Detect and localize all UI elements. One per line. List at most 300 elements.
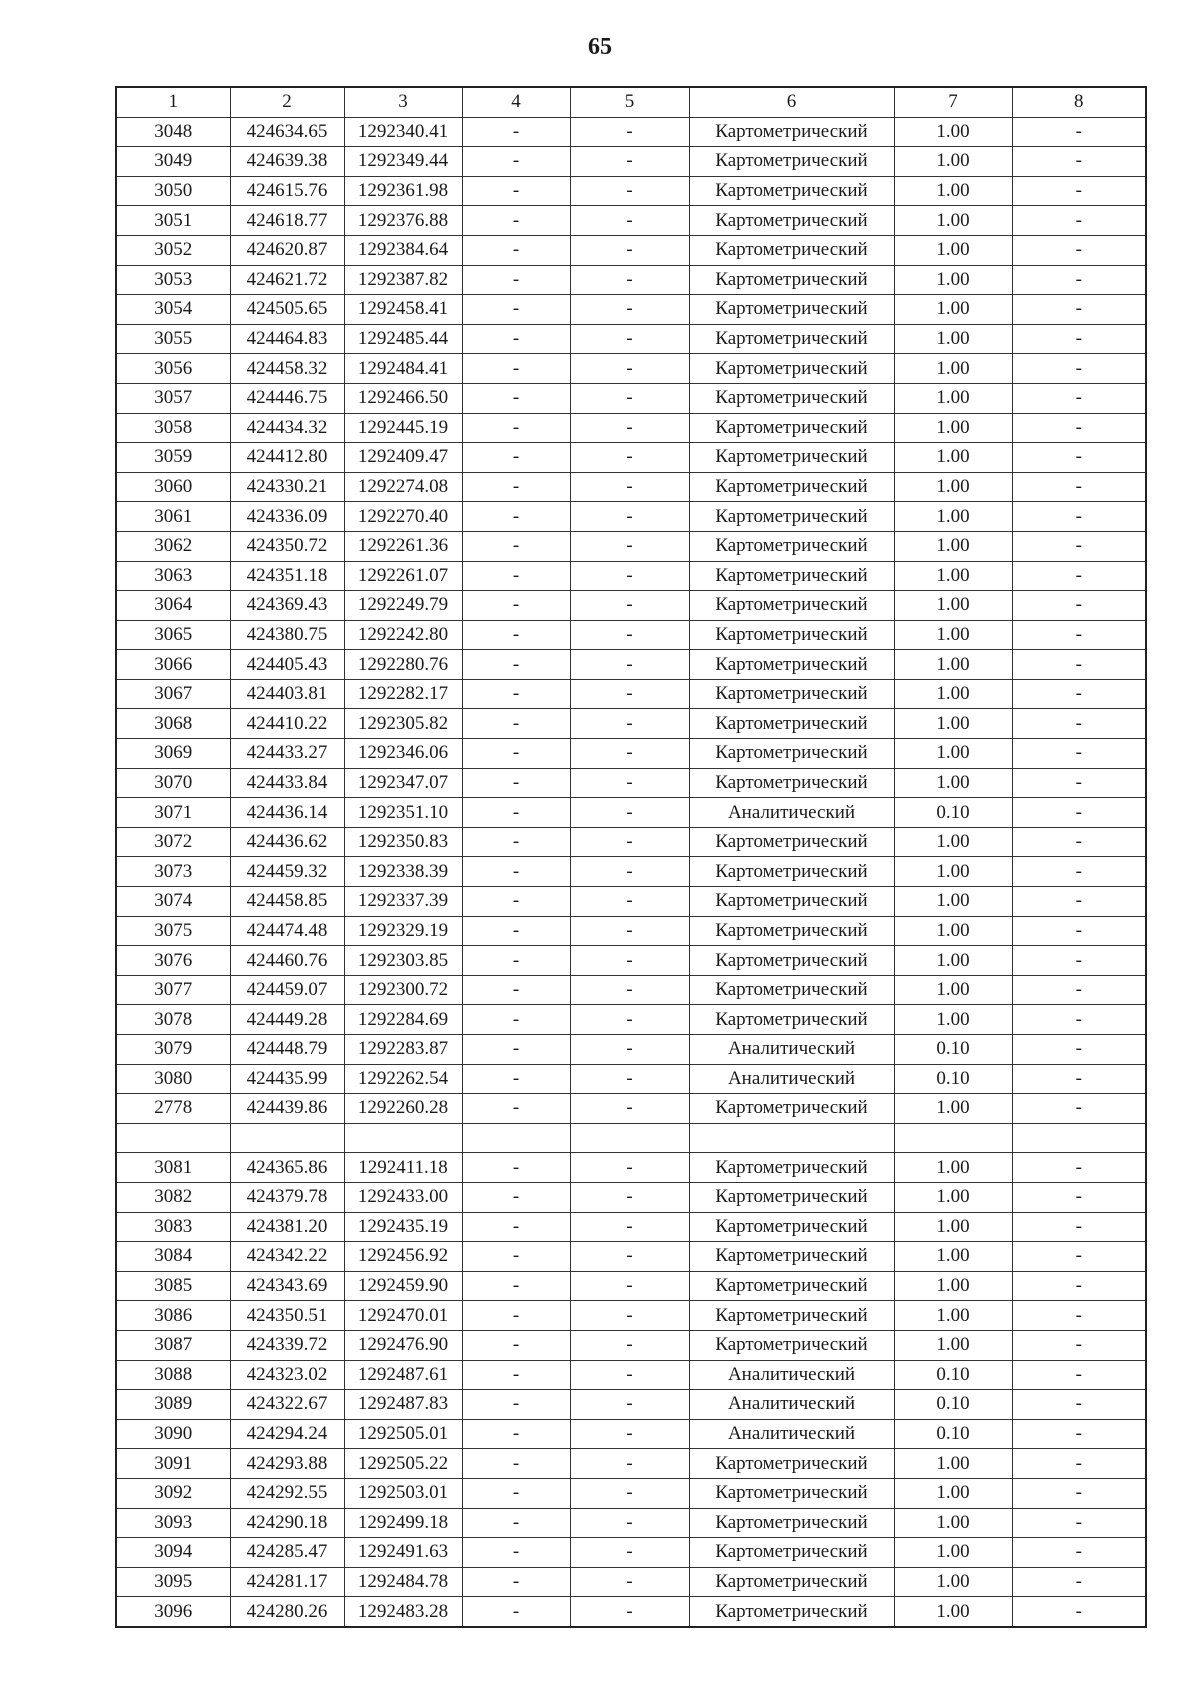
cell-point-number: 3060 bbox=[116, 472, 230, 502]
cell-col-8: - bbox=[1012, 413, 1146, 443]
cell-col-4: - bbox=[462, 413, 570, 443]
cell-x-coordinate: 424343.69 bbox=[230, 1271, 344, 1301]
cell-col-5: - bbox=[570, 354, 689, 384]
table-row bbox=[116, 531, 1146, 561]
cell-col-5: - bbox=[570, 1567, 689, 1597]
cell-method: Картометрический bbox=[689, 768, 894, 798]
cell-point-number: 3083 bbox=[116, 1212, 230, 1242]
cell-method: Картометрический bbox=[689, 235, 894, 265]
cell-col-8: - bbox=[1012, 206, 1146, 236]
cell-point-number: 3093 bbox=[116, 1508, 230, 1538]
cell-y-coordinate: 1292305.82 bbox=[344, 709, 462, 739]
cell-col-5: - bbox=[570, 235, 689, 265]
cell-accuracy: 1.00 bbox=[894, 413, 1012, 443]
cell-col-4: - bbox=[462, 502, 570, 532]
cell-col-4: - bbox=[462, 798, 570, 828]
cell-col-4: - bbox=[462, 1182, 570, 1212]
cell-col-4: - bbox=[462, 916, 570, 946]
cell-col-5: - bbox=[570, 502, 689, 532]
cell-col-8: - bbox=[1012, 827, 1146, 857]
cell-point-number: 3048 bbox=[116, 117, 230, 147]
cell-accuracy: 1.00 bbox=[894, 946, 1012, 976]
column-header-1: 1 bbox=[116, 87, 230, 117]
cell-method: Картометрический bbox=[689, 531, 894, 561]
cell-x-coordinate: 424434.32 bbox=[230, 413, 344, 443]
cell-col-8: - bbox=[1012, 768, 1146, 798]
cell-col-4: - bbox=[462, 887, 570, 917]
cell-method: Аналитический bbox=[689, 798, 894, 828]
cell-col-5: - bbox=[570, 413, 689, 443]
cell-method: Картометрический bbox=[689, 1597, 894, 1627]
cell-col-8: - bbox=[1012, 1242, 1146, 1272]
cell-col-5: - bbox=[570, 1242, 689, 1272]
table-header bbox=[116, 87, 1146, 117]
cell-y-coordinate: 1292483.28 bbox=[344, 1597, 462, 1627]
column-header-8: 8 bbox=[1012, 87, 1146, 117]
cell-point-number: 3091 bbox=[116, 1449, 230, 1479]
cell-accuracy: 1.00 bbox=[894, 739, 1012, 769]
cell-col-8: - bbox=[1012, 265, 1146, 295]
table-row bbox=[116, 1567, 1146, 1597]
cell-x-coordinate: 424449.28 bbox=[230, 1005, 344, 1035]
cell-y-coordinate: 1292485.44 bbox=[344, 324, 462, 354]
cell-method: Картометрический bbox=[689, 1182, 894, 1212]
cell-col-5: - bbox=[570, 1064, 689, 1094]
cell-point-number: 3089 bbox=[116, 1390, 230, 1420]
cell-method: Картометрический bbox=[689, 1153, 894, 1183]
cell-y-coordinate: 1292456.92 bbox=[344, 1242, 462, 1272]
cell-accuracy: 1.00 bbox=[894, 709, 1012, 739]
cell-method: Картометрический bbox=[689, 1242, 894, 1272]
cell-point-number: 3053 bbox=[116, 265, 230, 295]
cell-col-8: - bbox=[1012, 709, 1146, 739]
table-row bbox=[116, 1182, 1146, 1212]
cell-y-coordinate: 1292411.18 bbox=[344, 1153, 462, 1183]
header-row bbox=[116, 87, 1146, 117]
table-row bbox=[116, 827, 1146, 857]
cell-accuracy: 1.00 bbox=[894, 472, 1012, 502]
table-row bbox=[116, 620, 1146, 650]
cell-accuracy: 1.00 bbox=[894, 591, 1012, 621]
table-row bbox=[116, 887, 1146, 917]
cell-x-coordinate: 424281.17 bbox=[230, 1567, 344, 1597]
cell-method: Аналитический bbox=[689, 1360, 894, 1390]
cell-col-4: - bbox=[462, 206, 570, 236]
cell-x-coordinate: 424380.75 bbox=[230, 620, 344, 650]
column-header-7: 7 bbox=[894, 87, 1012, 117]
cell-accuracy: 1.00 bbox=[894, 176, 1012, 206]
cell-col-8: - bbox=[1012, 324, 1146, 354]
cell-y-coordinate: 1292435.19 bbox=[344, 1212, 462, 1242]
cell-y-coordinate: 1292346.06 bbox=[344, 739, 462, 769]
cell-col-8: - bbox=[1012, 679, 1146, 709]
table-row bbox=[116, 1035, 1146, 1065]
cell-method: Картометрический bbox=[689, 887, 894, 917]
cell-col-5: - bbox=[570, 827, 689, 857]
cell-x-coordinate: 424350.51 bbox=[230, 1301, 344, 1331]
cell-point-number: 3095 bbox=[116, 1567, 230, 1597]
cell-col-4: - bbox=[462, 1597, 570, 1627]
table-row bbox=[116, 1301, 1146, 1331]
cell-point-number: 3059 bbox=[116, 443, 230, 473]
cell-point-number: 3054 bbox=[116, 295, 230, 325]
cell-method: Картометрический bbox=[689, 324, 894, 354]
cell-col-4: - bbox=[462, 176, 570, 206]
cell-accuracy: 0.10 bbox=[894, 798, 1012, 828]
cell-col-5: - bbox=[570, 1094, 689, 1124]
cell-accuracy: 1.00 bbox=[894, 1271, 1012, 1301]
cell-y-coordinate: 1292466.50 bbox=[344, 383, 462, 413]
cell-accuracy: 1.00 bbox=[894, 827, 1012, 857]
cell-method: Картометрический bbox=[689, 1508, 894, 1538]
cell-col-8: - bbox=[1012, 650, 1146, 680]
cell-accuracy: 1.00 bbox=[894, 354, 1012, 384]
cell-x-coordinate: 424439.86 bbox=[230, 1094, 344, 1124]
cell-method: Картометрический bbox=[689, 265, 894, 295]
cell-point-number: 3079 bbox=[116, 1035, 230, 1065]
cell-point-number: 3090 bbox=[116, 1419, 230, 1449]
cell-col-5: - bbox=[570, 1330, 689, 1360]
cell-col-4: - bbox=[462, 1271, 570, 1301]
cell-x-coordinate: 424639.38 bbox=[230, 147, 344, 177]
cell-point-number: 3076 bbox=[116, 946, 230, 976]
cell-y-coordinate: 1292351.10 bbox=[344, 798, 462, 828]
cell-col-5: - bbox=[570, 798, 689, 828]
cell-col-5: - bbox=[570, 768, 689, 798]
cell-y-coordinate: 1292484.41 bbox=[344, 354, 462, 384]
cell-col-4: - bbox=[462, 531, 570, 561]
cell-x-coordinate: 424403.81 bbox=[230, 679, 344, 709]
cell-col-8: - bbox=[1012, 1567, 1146, 1597]
table-row bbox=[116, 1390, 1146, 1420]
cell-col-8: - bbox=[1012, 1094, 1146, 1124]
cell-method: Картометрический bbox=[689, 857, 894, 887]
cell-y-coordinate: 1292338.39 bbox=[344, 857, 462, 887]
cell-accuracy: 0.10 bbox=[894, 1419, 1012, 1449]
cell-col-4: - bbox=[462, 1094, 570, 1124]
cell-accuracy: 0.10 bbox=[894, 1360, 1012, 1390]
cell-col-5: - bbox=[570, 1390, 689, 1420]
table-row bbox=[116, 1449, 1146, 1479]
cell-col-8: - bbox=[1012, 1390, 1146, 1420]
table-row bbox=[116, 354, 1146, 384]
cell-y-coordinate: 1292491.63 bbox=[344, 1538, 462, 1568]
table-body bbox=[116, 117, 1146, 1627]
table-row bbox=[116, 1330, 1146, 1360]
cell-y-coordinate: 1292303.85 bbox=[344, 946, 462, 976]
cell-accuracy: 0.10 bbox=[894, 1064, 1012, 1094]
cell-point-number: 3092 bbox=[116, 1478, 230, 1508]
cell-point-number: 3066 bbox=[116, 650, 230, 680]
cell-col-4 bbox=[462, 1123, 570, 1153]
cell-point-number: 3065 bbox=[116, 620, 230, 650]
cell-accuracy: 1.00 bbox=[894, 857, 1012, 887]
cell-point-number: 3063 bbox=[116, 561, 230, 591]
cell-col-8: - bbox=[1012, 235, 1146, 265]
cell-y-coordinate: 1292487.83 bbox=[344, 1390, 462, 1420]
cell-y-coordinate: 1292505.22 bbox=[344, 1449, 462, 1479]
cell-col-8: - bbox=[1012, 739, 1146, 769]
cell-method: Картометрический bbox=[689, 413, 894, 443]
cell-col-8: - bbox=[1012, 561, 1146, 591]
cell-col-8: - bbox=[1012, 1360, 1146, 1390]
cell-accuracy: 1.00 bbox=[894, 620, 1012, 650]
cell-y-coordinate: 1292329.19 bbox=[344, 916, 462, 946]
cell-col-8: - bbox=[1012, 1538, 1146, 1568]
cell-method: Картометрический bbox=[689, 709, 894, 739]
table-row bbox=[116, 916, 1146, 946]
cell-point-number: 3085 bbox=[116, 1271, 230, 1301]
cell-x-coordinate: 424280.26 bbox=[230, 1597, 344, 1627]
cell-y-coordinate: 1292262.54 bbox=[344, 1064, 462, 1094]
cell-col-5: - bbox=[570, 1301, 689, 1331]
cell-point-number: 3071 bbox=[116, 798, 230, 828]
cell-method: Картометрический bbox=[689, 206, 894, 236]
cell-point-number: 3082 bbox=[116, 1182, 230, 1212]
cell-col-4: - bbox=[462, 650, 570, 680]
cell-method: Картометрический bbox=[689, 383, 894, 413]
cell-y-coordinate: 1292499.18 bbox=[344, 1508, 462, 1538]
cell-x-coordinate: 424474.48 bbox=[230, 916, 344, 946]
cell-col-8: - bbox=[1012, 1419, 1146, 1449]
cell-point-number: 3096 bbox=[116, 1597, 230, 1627]
table-row bbox=[116, 383, 1146, 413]
page-number: 65 bbox=[588, 34, 612, 60]
cell-col-8: - bbox=[1012, 1064, 1146, 1094]
cell-y-coordinate: 1292242.80 bbox=[344, 620, 462, 650]
cell-accuracy: 1.00 bbox=[894, 206, 1012, 236]
cell-col-8: - bbox=[1012, 1212, 1146, 1242]
cell-accuracy: 1.00 bbox=[894, 1449, 1012, 1479]
cell-y-coordinate: 1292337.39 bbox=[344, 887, 462, 917]
cell-col-8: - bbox=[1012, 383, 1146, 413]
cell-x-coordinate: 424365.86 bbox=[230, 1153, 344, 1183]
cell-method: Картометрический bbox=[689, 147, 894, 177]
cell-accuracy: 1.00 bbox=[894, 443, 1012, 473]
cell-col-4: - bbox=[462, 1242, 570, 1272]
cell-method: Картометрический bbox=[689, 1271, 894, 1301]
cell-x-coordinate: 424369.43 bbox=[230, 591, 344, 621]
cell-col-4: - bbox=[462, 443, 570, 473]
table-row bbox=[116, 1242, 1146, 1272]
table-row bbox=[116, 1094, 1146, 1124]
cell-col-5: - bbox=[570, 1182, 689, 1212]
cell-col-5: - bbox=[570, 916, 689, 946]
cell-x-coordinate: 424459.07 bbox=[230, 975, 344, 1005]
cell-accuracy: 1.00 bbox=[894, 531, 1012, 561]
table-row bbox=[116, 798, 1146, 828]
cell-col-5: - bbox=[570, 1005, 689, 1035]
cell-method: Картометрический bbox=[689, 975, 894, 1005]
cell-point-number: 3073 bbox=[116, 857, 230, 887]
cell-x-coordinate: 424336.09 bbox=[230, 502, 344, 532]
cell-col-5: - bbox=[570, 206, 689, 236]
cell-y-coordinate: 1292347.07 bbox=[344, 768, 462, 798]
cell-col-5: - bbox=[570, 1271, 689, 1301]
cell-point-number: 3078 bbox=[116, 1005, 230, 1035]
table-row bbox=[116, 147, 1146, 177]
cell-point-number: 3055 bbox=[116, 324, 230, 354]
cell-col-5: - bbox=[570, 650, 689, 680]
cell-x-coordinate bbox=[230, 1123, 344, 1153]
cell-x-coordinate: 424290.18 bbox=[230, 1508, 344, 1538]
cell-col-8: - bbox=[1012, 117, 1146, 147]
cell-point-number: 3058 bbox=[116, 413, 230, 443]
cell-col-8: - bbox=[1012, 1478, 1146, 1508]
cell-col-8: - bbox=[1012, 916, 1146, 946]
cell-col-8: - bbox=[1012, 975, 1146, 1005]
table-row bbox=[116, 1538, 1146, 1568]
cell-col-5: - bbox=[570, 591, 689, 621]
cell-method: Аналитический bbox=[689, 1390, 894, 1420]
cell-point-number: 2778 bbox=[116, 1094, 230, 1124]
cell-y-coordinate: 1292284.69 bbox=[344, 1005, 462, 1035]
cell-accuracy: 1.00 bbox=[894, 1182, 1012, 1212]
cell-col-8: - bbox=[1012, 620, 1146, 650]
cell-x-coordinate: 424620.87 bbox=[230, 235, 344, 265]
cell-col-8: - bbox=[1012, 1301, 1146, 1331]
cell-col-5: - bbox=[570, 946, 689, 976]
cell-x-coordinate: 424436.62 bbox=[230, 827, 344, 857]
cell-x-coordinate: 424322.67 bbox=[230, 1390, 344, 1420]
cell-method: Картометрический bbox=[689, 295, 894, 325]
cell-col-8: - bbox=[1012, 798, 1146, 828]
cell-y-coordinate: 1292274.08 bbox=[344, 472, 462, 502]
cell-y-coordinate: 1292282.17 bbox=[344, 679, 462, 709]
cell-method: Картометрический bbox=[689, 916, 894, 946]
table-row bbox=[116, 739, 1146, 769]
cell-y-coordinate: 1292484.78 bbox=[344, 1567, 462, 1597]
cell-y-coordinate: 1292470.01 bbox=[344, 1301, 462, 1331]
cell-y-coordinate: 1292445.19 bbox=[344, 413, 462, 443]
cell-col-5: - bbox=[570, 1212, 689, 1242]
cell-col-4: - bbox=[462, 117, 570, 147]
table-row bbox=[116, 1005, 1146, 1035]
cell-x-coordinate: 424350.72 bbox=[230, 531, 344, 561]
cell-method: Картометрический bbox=[689, 679, 894, 709]
table-row bbox=[116, 117, 1146, 147]
cell-col-4: - bbox=[462, 1419, 570, 1449]
cell-method: Картометрический bbox=[689, 502, 894, 532]
cell-col-5: - bbox=[570, 117, 689, 147]
cell-accuracy: 1.00 bbox=[894, 502, 1012, 532]
cell-col-5: - bbox=[570, 975, 689, 1005]
cell-accuracy: 1.00 bbox=[894, 1478, 1012, 1508]
cell-point-number: 3049 bbox=[116, 147, 230, 177]
cell-col-5: - bbox=[570, 709, 689, 739]
cell-col-4: - bbox=[462, 709, 570, 739]
cell-accuracy: 1.00 bbox=[894, 1330, 1012, 1360]
cell-y-coordinate: 1292260.28 bbox=[344, 1094, 462, 1124]
cell-accuracy: 1.00 bbox=[894, 324, 1012, 354]
cell-col-8: - bbox=[1012, 531, 1146, 561]
cell-col-5: - bbox=[570, 1538, 689, 1568]
cell-col-4: - bbox=[462, 354, 570, 384]
cell-col-8: - bbox=[1012, 1597, 1146, 1627]
cell-method: Картометрический bbox=[689, 561, 894, 591]
cell-accuracy: 1.00 bbox=[894, 975, 1012, 1005]
column-header-3: 3 bbox=[344, 87, 462, 117]
cell-col-5: - bbox=[570, 1597, 689, 1627]
coordinates-table bbox=[115, 86, 1147, 1628]
table-row bbox=[116, 768, 1146, 798]
table-row bbox=[116, 1153, 1146, 1183]
cell-x-coordinate: 424351.18 bbox=[230, 561, 344, 591]
cell-method: Картометрический bbox=[689, 1094, 894, 1124]
table-row bbox=[116, 206, 1146, 236]
cell-point-number: 3068 bbox=[116, 709, 230, 739]
cell-x-coordinate: 424460.76 bbox=[230, 946, 344, 976]
cell-col-4: - bbox=[462, 827, 570, 857]
cell-x-coordinate: 424618.77 bbox=[230, 206, 344, 236]
cell-col-4: - bbox=[462, 1330, 570, 1360]
cell-y-coordinate: 1292280.76 bbox=[344, 650, 462, 680]
table-row bbox=[116, 235, 1146, 265]
cell-col-8: - bbox=[1012, 887, 1146, 917]
cell-method: Картометрический bbox=[689, 591, 894, 621]
cell-x-coordinate: 424342.22 bbox=[230, 1242, 344, 1272]
cell-x-coordinate: 424379.78 bbox=[230, 1182, 344, 1212]
cell-method: Картометрический bbox=[689, 650, 894, 680]
cell-method: Картометрический bbox=[689, 620, 894, 650]
table-row bbox=[116, 975, 1146, 1005]
cell-accuracy: 1.00 bbox=[894, 916, 1012, 946]
cell-x-coordinate: 424381.20 bbox=[230, 1212, 344, 1242]
cell-col-4: - bbox=[462, 147, 570, 177]
cell-accuracy: 1.00 bbox=[894, 1508, 1012, 1538]
cell-x-coordinate: 424621.72 bbox=[230, 265, 344, 295]
cell-col-5: - bbox=[570, 1508, 689, 1538]
cell-y-coordinate: 1292384.64 bbox=[344, 235, 462, 265]
table-row bbox=[116, 946, 1146, 976]
cell-col-5: - bbox=[570, 443, 689, 473]
table-row bbox=[116, 1508, 1146, 1538]
table-row bbox=[116, 709, 1146, 739]
cell-point-number: 3061 bbox=[116, 502, 230, 532]
cell-x-coordinate: 424433.27 bbox=[230, 739, 344, 769]
cell-x-coordinate: 424615.76 bbox=[230, 176, 344, 206]
cell-col-5: - bbox=[570, 857, 689, 887]
table-row bbox=[116, 265, 1146, 295]
cell-accuracy: 1.00 bbox=[894, 147, 1012, 177]
cell-method: Картометрический bbox=[689, 1478, 894, 1508]
cell-point-number: 3052 bbox=[116, 235, 230, 265]
cell-col-5: - bbox=[570, 679, 689, 709]
cell-col-8: - bbox=[1012, 147, 1146, 177]
cell-point-number: 3077 bbox=[116, 975, 230, 1005]
cell-x-coordinate: 424464.83 bbox=[230, 324, 344, 354]
cell-col-5: - bbox=[570, 383, 689, 413]
cell-col-5: - bbox=[570, 472, 689, 502]
table-row bbox=[116, 502, 1146, 532]
cell-accuracy: 1.00 bbox=[894, 1538, 1012, 1568]
cell-point-number: 3064 bbox=[116, 591, 230, 621]
table-row bbox=[116, 443, 1146, 473]
cell-col-4: - bbox=[462, 591, 570, 621]
cell-col-8: - bbox=[1012, 857, 1146, 887]
cell-col-4: - bbox=[462, 739, 570, 769]
cell-col-5: - bbox=[570, 739, 689, 769]
cell-point-number: 3067 bbox=[116, 679, 230, 709]
cell-col-5: - bbox=[570, 887, 689, 917]
cell-accuracy: 1.00 bbox=[894, 1567, 1012, 1597]
cell-col-8: - bbox=[1012, 1508, 1146, 1538]
cell-method: Картометрический bbox=[689, 1449, 894, 1479]
cell-col-5: - bbox=[570, 295, 689, 325]
cell-col-4: - bbox=[462, 295, 570, 325]
table-row bbox=[116, 650, 1146, 680]
cell-point-number: 3088 bbox=[116, 1360, 230, 1390]
